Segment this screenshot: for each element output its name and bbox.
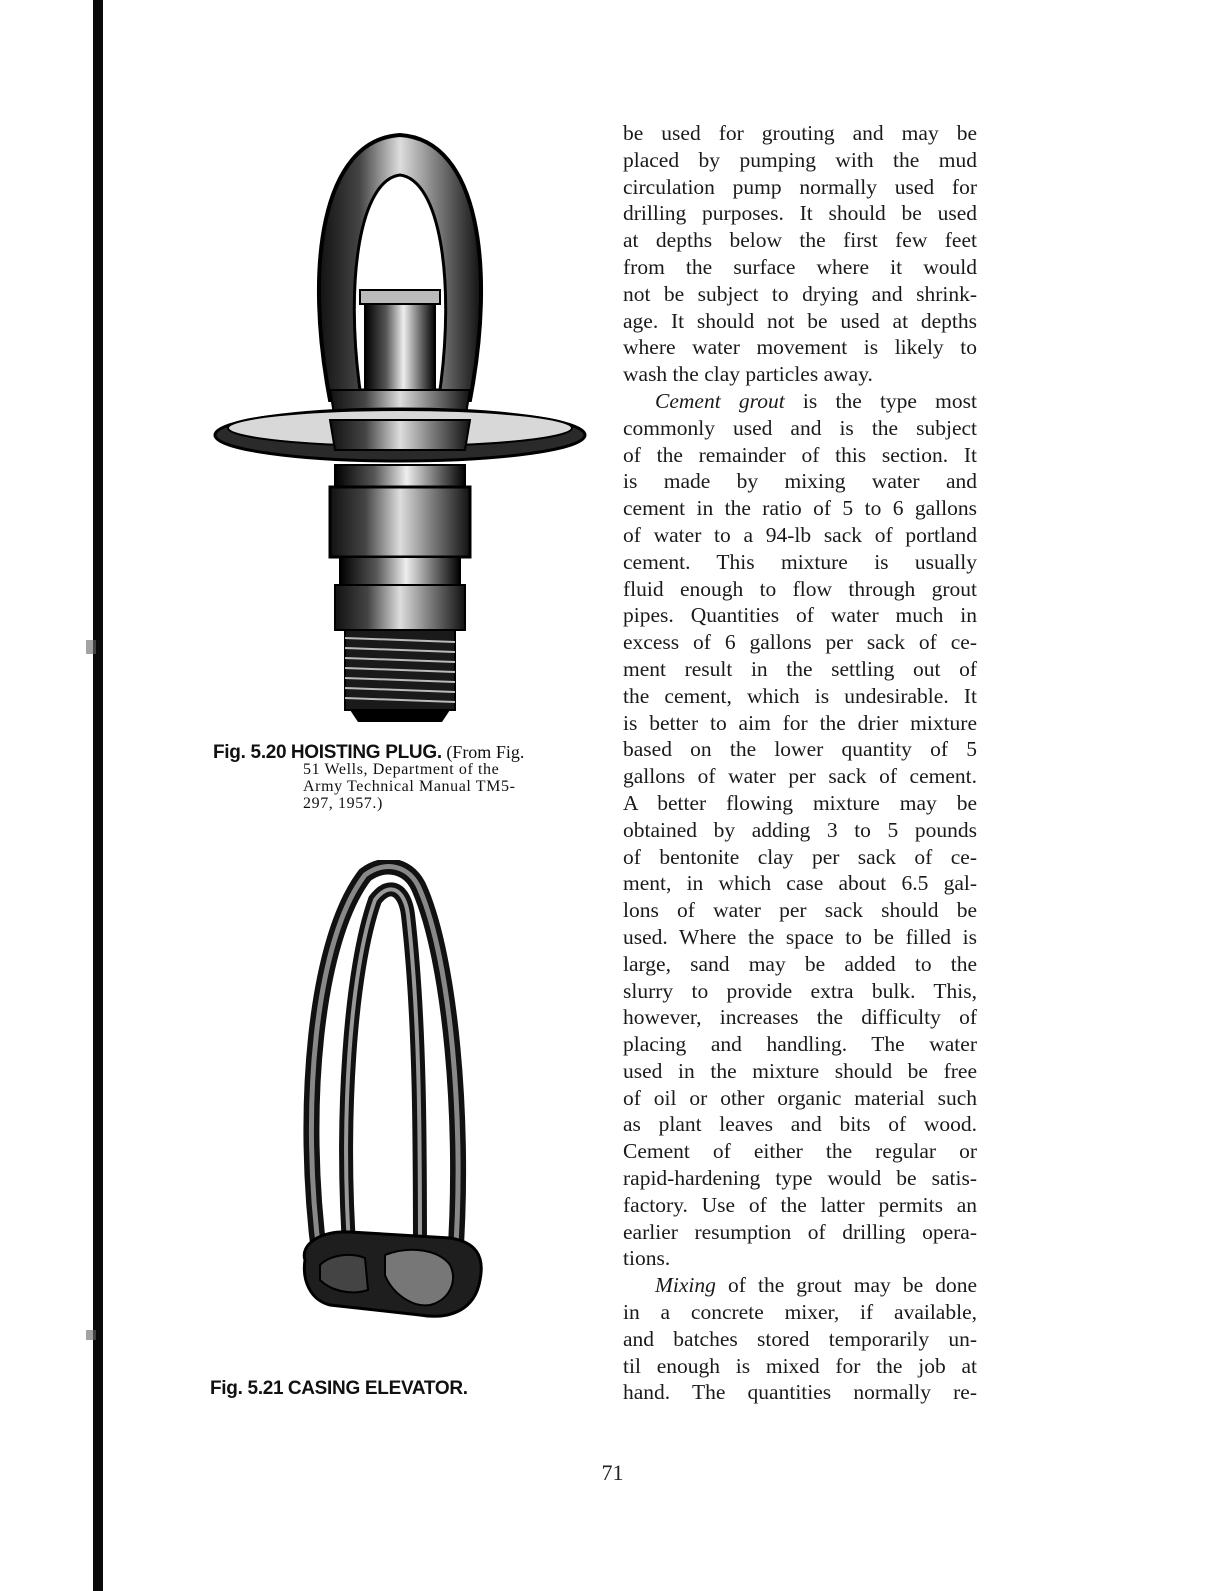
text-line: cement. This mixture is usually bbox=[623, 549, 977, 574]
figure-source-line: Army Technical Manual TM5- bbox=[303, 778, 516, 795]
text-line: pipes. Quantities of water much in bbox=[623, 603, 977, 628]
text-line: at depths below the first few feet bbox=[623, 228, 977, 253]
text-line: rapid-hardening type would be satis- bbox=[623, 1166, 977, 1191]
text-line: ment result in the settling out of bbox=[623, 656, 977, 681]
italic-lead: Cement grout bbox=[655, 388, 785, 413]
text-line: in a concrete mixer, if available, bbox=[623, 1300, 977, 1325]
text-line: used. Where the space to be filled is bbox=[623, 924, 977, 949]
text-line: as plant leaves and bits of wood. bbox=[623, 1112, 977, 1137]
figure-number: Fig. 5.20 bbox=[213, 742, 287, 763]
figure-source-line: 51 Wells, Department of the bbox=[303, 761, 500, 778]
text-line: the cement, which is undesirable. It bbox=[623, 683, 977, 708]
figure-number: Fig. 5.21 bbox=[210, 1378, 284, 1399]
text-line: is better to aim for the drier mixture bbox=[623, 710, 977, 735]
text-line: Cement of either the regular or bbox=[623, 1139, 977, 1164]
text-line: gallons of water per sack of cement. bbox=[623, 764, 977, 789]
text-line: and batches stored temporarily un- bbox=[623, 1326, 977, 1351]
text-line: obtained by adding 3 to 5 pounds bbox=[623, 817, 977, 842]
text-line: commonly used and is the subject bbox=[623, 415, 977, 440]
text-line: from the surface where it would bbox=[623, 254, 977, 279]
text-line: A better flowing mixture may be bbox=[623, 790, 977, 815]
text-line: however, increases the difficulty of bbox=[623, 1005, 977, 1030]
text-line: placing and handling. The water bbox=[623, 1032, 977, 1057]
text-line: be used for grouting and may be bbox=[623, 121, 977, 145]
text-line: based on the lower quantity of 5 bbox=[623, 737, 977, 762]
text-line: of the remainder of this section. It bbox=[623, 442, 977, 467]
scan-speck bbox=[86, 1330, 96, 1340]
text-line: cement in the ratio of 5 to 6 gallons bbox=[623, 496, 977, 521]
casing-elevator-illustration bbox=[290, 860, 490, 1330]
page-number: 71 bbox=[601, 1460, 624, 1485]
text-fragment: is the type most bbox=[802, 388, 977, 413]
text-line: earlier resumption of drilling opera- bbox=[623, 1219, 977, 1244]
text-line: large, sand may be added to the bbox=[623, 951, 977, 976]
text-line: til enough is mixed for the job at bbox=[623, 1353, 977, 1378]
text-line: hand. The quantities normally re- bbox=[623, 1380, 977, 1405]
figure-source-line: 297, 1957.) bbox=[303, 795, 383, 812]
paragraph-lead-line bbox=[623, 1272, 977, 1299]
text-line: fluid enough to flow through grout bbox=[623, 576, 977, 601]
text-line: where water movement is likely to bbox=[623, 335, 977, 360]
text-line: not be subject to drying and shrink- bbox=[623, 281, 977, 306]
figure-source-lead: (From Fig. bbox=[446, 742, 525, 762]
text-line: drilling purposes. It should be used bbox=[623, 201, 977, 226]
text-line: ment, in which case about 6.5 gal- bbox=[623, 871, 977, 896]
figure-title: CASING ELEVATOR. bbox=[287, 1378, 468, 1399]
text-line: wash the clay particles away. bbox=[623, 362, 873, 387]
italic-lead: Mixing bbox=[655, 1273, 716, 1298]
figure-caption bbox=[210, 1380, 510, 1397]
paragraph-lead-line bbox=[623, 388, 977, 415]
text-line: excess of 6 gallons per sack of ce- bbox=[623, 630, 977, 655]
text-line: slurry to provide extra bulk. This, bbox=[623, 978, 977, 1003]
text-line: of bentonite clay per sack of ce- bbox=[623, 844, 977, 869]
scan-speck bbox=[86, 640, 96, 654]
text-line: age. It should not be used at depths bbox=[623, 308, 977, 333]
figure-caption bbox=[213, 744, 569, 812]
text-line: used in the mixture should be free bbox=[623, 1058, 977, 1083]
hoisting-plug-illustration bbox=[210, 120, 590, 725]
text-line: factory. Use of the latter permits an bbox=[623, 1192, 977, 1217]
binding-edge bbox=[93, 0, 103, 1591]
text-line: lons of water per sack should be bbox=[623, 898, 977, 923]
text-line: of water to a 94-lb sack of portland bbox=[623, 522, 977, 547]
text-line: placed by pumping with the mud bbox=[623, 147, 977, 172]
body-text-column bbox=[623, 120, 977, 1406]
text-line: of oil or other organic material such bbox=[623, 1085, 977, 1110]
text-fragment: of the grout may be done bbox=[727, 1273, 977, 1298]
text-line: circulation pump normally used for bbox=[623, 174, 977, 199]
text-line: tions. bbox=[623, 1246, 671, 1271]
text-line: is made by mixing water and bbox=[623, 469, 977, 494]
figure-title: HOISTING PLUG. bbox=[290, 742, 442, 763]
